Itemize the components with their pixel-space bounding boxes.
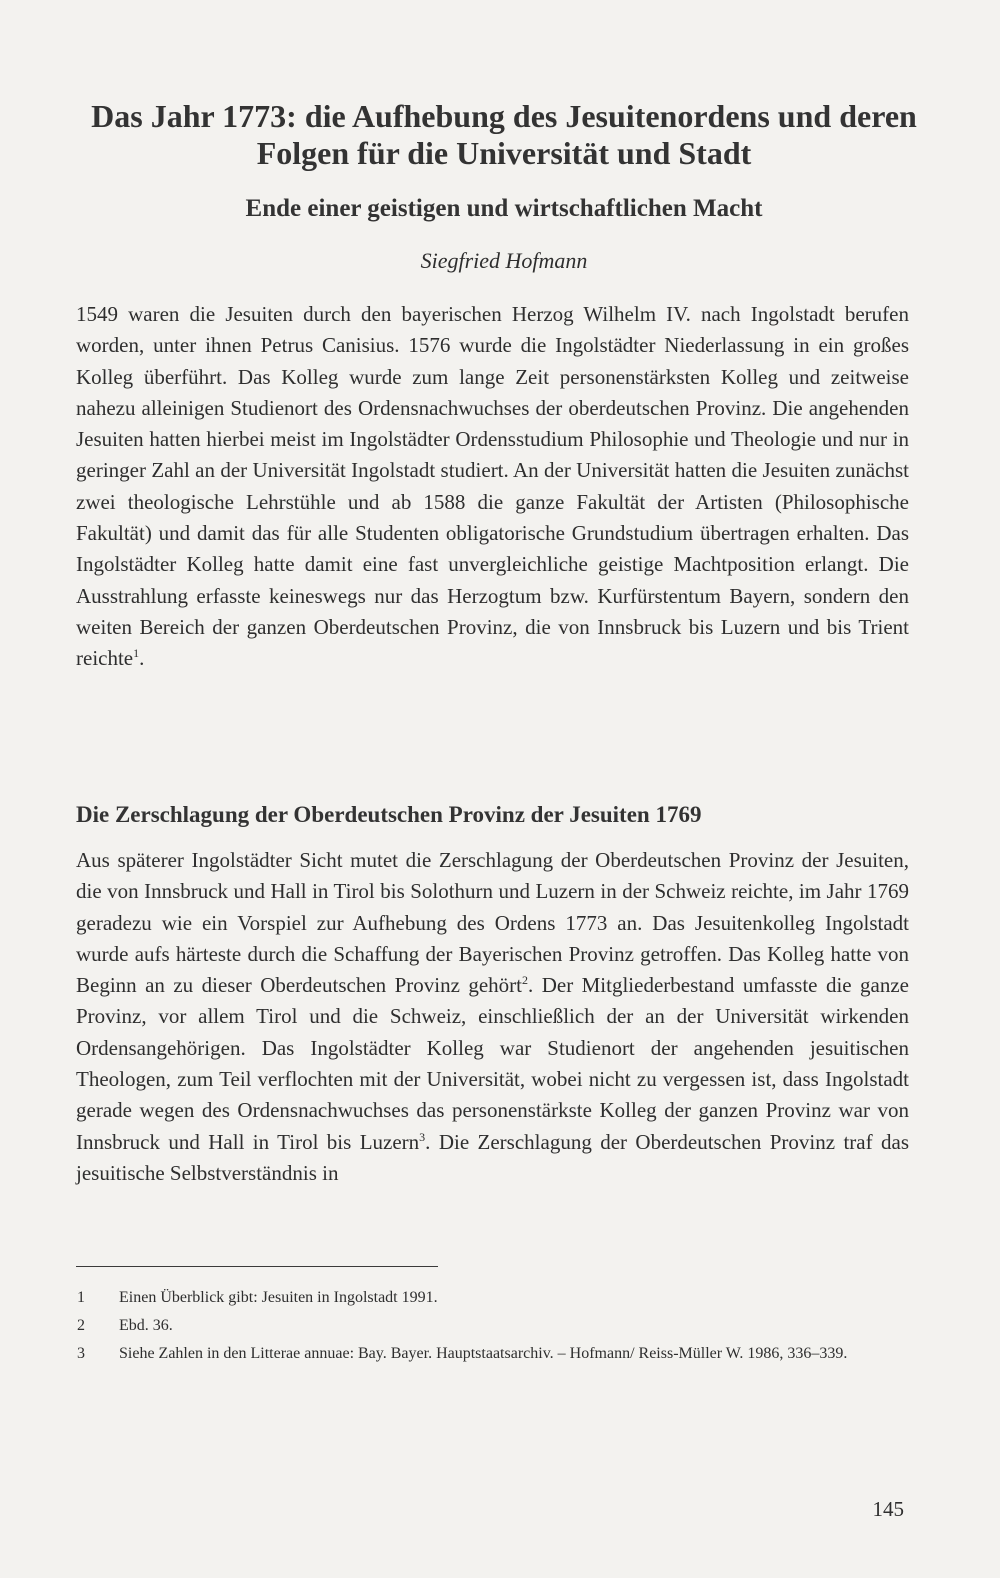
- article-subtitle: Ende einer geistigen und wirtschaftlichen Macht: [245, 195, 763, 222]
- paragraph-2-text-a: Aus späterer Ingolstädter Sicht mutet die Zerschlagung der Oberdeutschen Provinz der Jesuiten, die von Innsbruck und Hall in Tirol bis Solothurn und Luzern in der Schweiz reichte, im Jahr 1769 geradezu wie ein Vorspiel zur Aufhebung des Ordens 1773 an. Das Jesuitenkolleg Ingolstadt wurde aufs härteste durch die Schaffung der Bayerischen Provinz getroffen. Das Kolleg hatte von Beginn an zu dieser Oberdeutschen Provinz gehört: [76, 848, 909, 998]
- paragraph-2-text-b: . Der Mitgliederbestand umfasste die ganze Provinz, vor allem Tirol und die Schweiz, einschließlich der an der Universität wirkenden Ordensangehörigen. Das Ingolstädter Kolleg war Studienort der angehenden jesuitischen Theologen, zum Teil verflochten mit der Universität, wobei nicht zu vergessen ist, dass Ingolstadt gerade wegen des Ordensnachwuchses das personenstärkste Kolleg der ganzen Provinz war von Innsbruck und Hall in Tirol bis Luzern: [76, 973, 909, 1154]
- footnote-ref-1: 1: [133, 646, 140, 661]
- section-heading: Die Zerschlagung der Oberdeutschen Provinz der Jesuiten 1769: [76, 802, 702, 827]
- footnote: [76, 1287, 909, 1308]
- footnote-ref-3: 3: [419, 1129, 426, 1144]
- footnote: [76, 1343, 909, 1364]
- body-paragraph-1: [76, 299, 909, 675]
- article-author: Siegfried Hofmann: [420, 248, 588, 273]
- footnote-text: Einen Überblick gibt: Jesuiten in Ingolstadt 1991.: [119, 1289, 438, 1306]
- footnote-divider: [76, 1266, 438, 1267]
- footnote-text: Ebd. 36.: [119, 1317, 173, 1334]
- footnote-number: 1: [77, 1289, 85, 1306]
- article-title: Das Jahr 1773: die Aufhebung des Jesuitenordens und deren Folgen für die Universität und Stadt: [91, 98, 917, 171]
- footnote-number: 2: [77, 1317, 85, 1334]
- footnote-ref-2: 2: [522, 973, 529, 988]
- footnote-number: 3: [77, 1345, 85, 1362]
- footnote-text: Siehe Zahlen in den Litterae annuae: Bay. Bayer. Hauptstaatsarchiv. – Hofmann/ Reiss-Müller W. 1986, 336–339.: [119, 1345, 848, 1362]
- paragraph-2-text-c: . Die Zerschlagung der Oberdeutschen Provinz traf das jesuitische Selbstverständnis in: [76, 1129, 910, 1185]
- footnote: [76, 1315, 909, 1336]
- page-number: 145: [872, 1497, 904, 1521]
- footnotes: [76, 1287, 909, 1371]
- paragraph-1-end: .: [139, 646, 145, 671]
- body-paragraph-2: [76, 845, 909, 1189]
- paragraph-1-text: 1549 waren die Jesuiten durch den bayerischen Herzog Wilhelm IV. nach Ingolstadt berufen worden, unter ihnen Petrus Canisius. 1576 wurde die Ingolstädter Niederlassung in ein großes Kolleg überführt. Das Kolleg wurde zum lange Zeit personenstärksten Kolleg und zeitweise nahezu alleinigen Studienort des Ordensnachwuchses der oberdeutschen Provinz. Die angehenden Jesuiten hatten hierbei meist im Ingolstädter Ordensstudium Philosophie und Theologie und nur in geringer Zahl an der Universität Ingolstadt studiert. An der Universität hatten die Jesuiten zunächst zwei theologische Lehrstühle und ab 1588 die ganze Fakultät der Artisten (Philosophische Fakultät) und damit das für alle Studenten obligatorische Grundstudium übertragen erhalten. Das Ingolstädter Kolleg hatte damit eine fast unvergleichliche geistige Machtposition erlangt. Die Ausstrahlung erfasste keineswegs nur das Herzogtum bzw. Kurfürstentum Bayern, sondern den weiten Bereich der ganzen Oberdeutschen Provinz, die von Innsbruck bis Luzern und bis Trient reichte: [76, 302, 909, 671]
